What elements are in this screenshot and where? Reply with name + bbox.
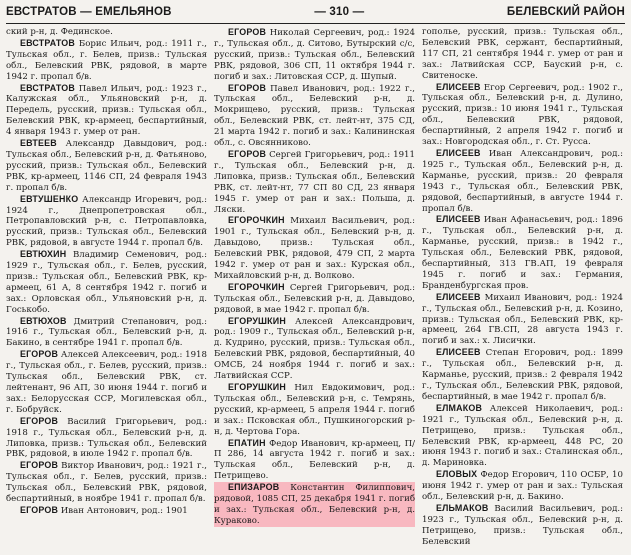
entry-details: Степан Егорович, род.: 1899 г., Тульская обл., Белевский р-н, д. Карманье, русский, призв.: 2 февраля 1942 г., Тульская обл., Белевский РВК, рядовой, беспартийный, в мае 1942 г. пропал б/в. xyxy=(422,348,623,402)
surname: ЕЛИСЕЕВ xyxy=(436,147,481,158)
surname: ЕВТЮХОВ xyxy=(20,315,67,326)
person-entry xyxy=(6,505,207,517)
person-entry xyxy=(6,194,207,250)
person-entry xyxy=(214,215,415,281)
entry-details: Михаил Иванович, род.: 1924 г., Тульская обл., Белевский р-н, д. Козино, призв.: Тульская обл., Белевский РВК, кр-армеец, 264 ГВ.СП, 28 августа 1943 г. погиб и зах.: х. Лисички. xyxy=(422,292,623,347)
surname: ЕГОРОВ xyxy=(20,504,59,515)
entry-details: Павел Ильич, род.: 1923 г., Калужская обл., Ульяновский р-н, д. Передель, русский, призв.: Тульская обл., Белевский РВК, кр-армеец, беспартийный, 4 января 1943 г. умер от ран. xyxy=(6,83,207,138)
surname: ЕГОРОВ xyxy=(228,148,267,159)
person-entry xyxy=(422,214,623,291)
person-entry xyxy=(214,316,415,382)
entry-details: Нил Евдокимович, род.: Тульская обл., Белевский р-н, с. Темрянь, русский, кр-армеец, 5 апреля 1944 г. погиб и зах.: Псковская обл., Пушкиногорский р-н, д. Чертова Гора. xyxy=(214,383,415,437)
person-entry xyxy=(214,438,415,483)
entry-details: Алексей Александрович, род.: 1909 г., Тульская обл., Белевский р-н, д. Кудрино, русский, призв.: Тульская обл., Белевский РВК, рядовой, беспартийный, 40 ОМСБ, 24 ноября 1944 г. погиб и зах.: Латвийская ССР. xyxy=(214,316,415,382)
person-entry xyxy=(422,82,623,148)
person-entry xyxy=(6,460,207,505)
surname: ЕВТЮХИН xyxy=(20,249,67,260)
entry-details: ский р-н, д. Фединское. xyxy=(6,27,113,37)
person-entry xyxy=(6,27,207,38)
entry-details: Иван Антонович, род.: 1901 xyxy=(58,505,188,516)
entry-details: Виктор Иванович, род.: 1921 г., Тульская обл., г. Белев, русский, призв.: Тульская обл., Белевский РВК, рядовой, беспартийный, в ноябре 1941 г. пропал б/в. xyxy=(6,461,207,505)
surname: ЕЛИСЕЕВ xyxy=(436,291,481,302)
surname: ЕЛМАКОВ xyxy=(436,402,483,413)
text-columns xyxy=(6,27,625,555)
person-entry xyxy=(422,503,623,548)
surname: ЕГОРОЧКИН xyxy=(228,281,285,292)
person-entry xyxy=(214,149,415,215)
person-entry xyxy=(422,292,623,348)
person-entry xyxy=(6,316,207,350)
page-header xyxy=(6,6,625,24)
entry-details: Василий Васильевич, род.: 1923 г., Тульская обл., Белевский р-н, д. Петрищево, призв.: Тульская обл., Белевский xyxy=(422,503,623,547)
surname: ЕВТУШЕНКО xyxy=(20,193,79,204)
person-entry xyxy=(6,138,207,194)
entry-details: Константин Филиппович, рядовой, 1085 СП, 25 декабря 1941 г. погиб и зах.: Тульская обл., Белевский р-н, д. Кураково. xyxy=(214,483,415,526)
column-3 xyxy=(422,27,623,555)
highlighted-entry xyxy=(214,482,415,527)
column-2 xyxy=(214,27,415,555)
surname: ЕЛОВЫХ xyxy=(436,469,478,480)
entry-details: Сергей Григорьевич, род.: Тульская обл., Белевский р-н, д. Давыдово, рядовой, в мае 1942 г. пропал б/в. xyxy=(214,282,415,315)
surname: ЕЛЬМАКОВ xyxy=(436,502,489,513)
surname: ЕГОРОВ xyxy=(20,349,59,360)
entry-details: Иван Александрович, род.: 1925 г., Тульская обл., Белевский р-н, д. Карманье, русский, призв.: 20 февраля 1943 г., Тульская обл., Белевский РВК, рядовой, беспартийный, в августе 1944 г. пропал б/в. xyxy=(422,148,623,214)
surname: ЕЛИСЕЕВ xyxy=(436,81,481,92)
person-entry xyxy=(6,349,207,415)
person-entry xyxy=(422,469,623,503)
person-entry xyxy=(214,83,415,149)
surname: ЕЛИСЕЕВ xyxy=(436,214,481,225)
column-1 xyxy=(6,27,207,555)
surname: ЕГОРОВ xyxy=(228,82,267,93)
header-range: ЕВСТРАТОВ — ЕМЕЛЬЯНОВ xyxy=(6,6,172,18)
person-entry xyxy=(422,403,623,469)
surname: ЕГОРОЧКИН xyxy=(228,215,285,226)
entry-details: Федор Егорович, 110 ОСБР, 10 июня 1942 г. умер от ран и зах.: Тульская обл., Белевский р-н, д. Бакино. xyxy=(422,470,623,503)
surname: ЕГОРОВ xyxy=(20,415,59,426)
entry-details: Александр Игоревич, род.: 1924 г., Днепропетровская обл., Петропавловский р-н, с. Петропавловка, русский, призв.: Тульская обл., Белевский РВК, рядовой, в августе 1944 г. пропал б/в. xyxy=(6,194,207,249)
entry-details: Алексей Николаевич, род.: 1921 г., Тульская обл., Белевский р-н, д. Петрищево, призв.: Тульская обл., Белевский РВК, кр-армеец, 448 РС, 20 июня 1943 г. погиб и зах.: Сталинская обл., д. Мариновка. xyxy=(422,403,623,469)
person-entry xyxy=(6,83,207,139)
entry-details: гопольe, русский, призв.: Тульская обл., Белевский РВК, сержант, беспартийный, 117 СП, 21 сентября 1944 г. умер от ран и зах.: Латвийская ССР, Бауский р-н, с. Свитеноске. xyxy=(422,27,623,81)
surname: ЕВСТРАТОВ xyxy=(20,37,76,48)
surname: ЕЛИСЕЕВ xyxy=(436,347,481,358)
surname: ЕПИЗАРОВ xyxy=(228,482,280,493)
surname: ЕГОРУШКИН xyxy=(228,315,286,326)
person-entry xyxy=(6,38,207,83)
surname: ЕВСТРАТОВ xyxy=(20,82,76,93)
surname: ЕВТЕЕВ xyxy=(20,138,57,149)
person-entry xyxy=(214,27,415,83)
surname: ЕГОРУШКИН xyxy=(228,382,286,392)
entry-details: Алексей Алексеевич, род.: 1918 г., Тульская обл., г. Белев, русский, призв.: Тульская обл., Белевский РВК, ст. лейтенант, 96 АП, 30 июня 1944 г. погиб и зах.: Белорусская ССР, Могилевская обл., г. Бобруйск. xyxy=(6,350,207,415)
person-entry xyxy=(214,282,415,316)
surname: ЕПАТИН xyxy=(228,437,266,448)
entry-details: Егор Сергеевич, род.: 1902 г., Тульская обл., Белевский р-н, д. Дулино, русский, призв.: 10 июня 1941 г., Тульская обл., Белевский РВК, рядовой, беспартийный, 2 апреля 1942 г. погиб и зах.: Новгородская обл., г. Ст. Русса. xyxy=(422,82,623,148)
entry-details: Федор Иванович, кр-армеец, П/П 286, 14 августа 1942 г. погиб и зах.: Тульская обл., Белевский р-н, д. Петрищево. xyxy=(214,438,415,482)
entry-details: Иван Афанасьевич, род.: 1896 г., Тульская обл., Белевский р-н, д. Карманье, русский, призв.: в 1942 г., Тульская обл., Белевский РВК, рядовой, беспартийный, 313 ГВ.АП, 19 февраля 1945 г. погиб и зах.: Германия, Бранденбургская пров. xyxy=(422,215,623,291)
person-entry xyxy=(422,347,623,403)
surname: ЕГОРОВ xyxy=(20,460,59,471)
surname: ЕГОРОВ xyxy=(228,27,267,37)
entry-details: Павел Иванович, род.: 1922 г., Тульская обл., Белевский р-н, д. Мокрищево, русский, призв.: Тульская обл., Белевский РВК, ст. лейт-нт, 375 СД, 21 марта 1942 г. погиб и зах.: Калининская обл., с. Овсянниково. xyxy=(214,83,415,149)
page-number: — 310 — xyxy=(314,6,365,18)
entry-details: Владимир Семенович, род.: 1929 г., Тульская обл., г. Белев, русский, призв.: Тульская обл., Белевский РВК, кр-армеец, 61 А, 8 сентября 1942 г. погиб и зах.: Орловская обл., Ульяновский р-н, д. Госькобо. xyxy=(6,250,207,315)
header-district: БЕЛЕВСКИЙ РАЙОН xyxy=(506,6,625,18)
entry-details: Борис Ильич, род.: 1911 г., Тульская обл., г. Белев, призв.: Тульская обл., Белевский РВК, рядовой, в марте 1942 г. пропал б/в. xyxy=(6,38,207,82)
person-entry xyxy=(6,249,207,315)
entry-details: Николай Сергеевич, род.: 1924 г., Тульская обл., д. Ситово, Бутырский с/с, русский, призв.: Тульская обл., Белевский РВК, рядовой, 306 СП, 11 октября 1944 г. погиб и зах.: Литовская ССР, д. Шупый. xyxy=(214,28,415,82)
person-entry xyxy=(6,416,207,461)
person-entry xyxy=(422,27,623,82)
person-entry xyxy=(422,148,623,214)
entry-details: Сергей Григорьевич, род.: 1911 г., Тульская обл., Белевский р-н, д. Липовка, призв.: Тульская обл., Белевский РВК, ст. лейт-нт, 77 СП 80 СД, 23 января 1945 г. умер от ран и зах.: Польша, д. Ляски. xyxy=(214,149,415,215)
entry-details: Михаил Васильевич, род.: 1901 г., Тульская обл., Белевский р-н, д. Давыдово, призв.: Тульская обл., Белевский РВК, рядовой, 479 СП, 2 марта 1942 г. умер от ран и зах.: Курская обл., Михайловский р-н, д. Волково. xyxy=(214,216,415,281)
entry-details: Дмитрий Степанович, род.: 1916 г., Тульская обл., Белевский р-н, д. Бакино, в сентябре 1941 г. пропал б/в. xyxy=(6,316,207,349)
entry-details: Василий Григорьевич, род.: 1918 г., Тульская обл., Белевский р-н, д. Липовка, призв.: Тульская обл., Белевский РВК, рядовой, в июле 1942 г. пропал б/в. xyxy=(6,416,207,460)
entry-details: Александр Давыдович, род.: Тульская обл., Белевский р-н, д. Фатьяново, русский, призв.: Тульская обл., Белевский РВК, кр-армеец, 1146 СП, 24 февраля 1943 г. пропал б/в. xyxy=(6,139,207,193)
person-entry xyxy=(214,382,415,438)
